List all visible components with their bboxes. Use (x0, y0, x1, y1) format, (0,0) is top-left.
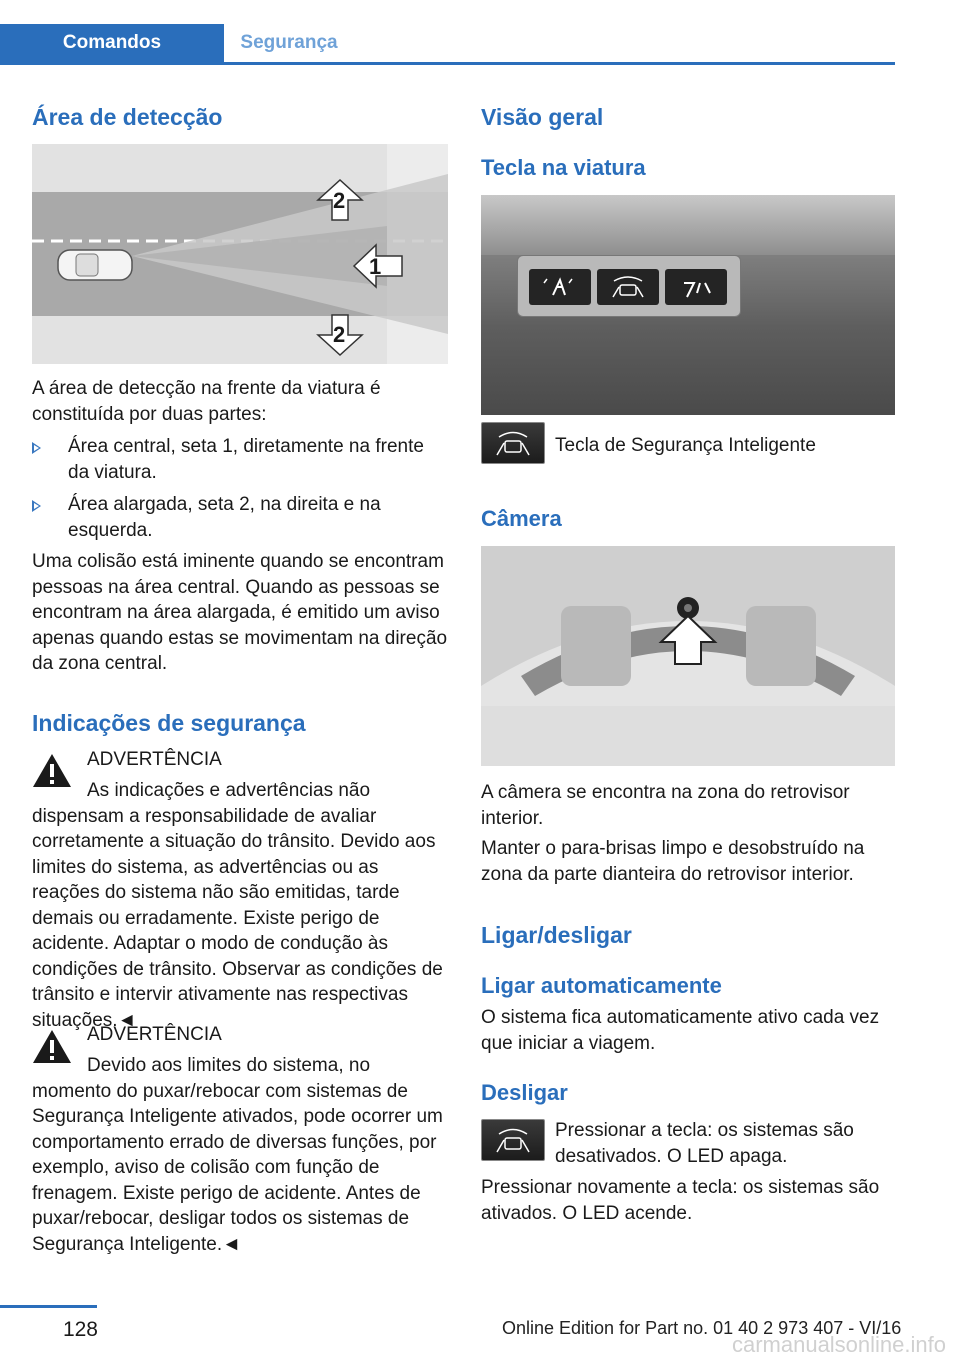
warning-label-1: ADVERTÊNCIA (87, 749, 222, 770)
warning-label-2: ADVERTÊNCIA (87, 1024, 222, 1045)
fig-label-2-bottom: 2 (333, 322, 346, 347)
detection-diagram (32, 144, 448, 364)
intelligent-safety-key-icon (481, 1119, 545, 1161)
footer-line (0, 1305, 97, 1308)
edition-text: Online Edition for Part no. 01 40 2 973 407 - VI/16 (502, 1318, 902, 1338)
camera-photo (481, 546, 895, 766)
camera-text-2: Manter o para-brisas limpo e desobstruído na zona da parte dianteira do retrovisor interior. (481, 838, 865, 885)
button-symbols (529, 269, 727, 305)
tab-comandos[interactable]: Comandos (0, 24, 224, 62)
tab-seguranca[interactable]: Segurança (240, 32, 338, 53)
detection-intro: A área de detecção na frente da viatura é constituída por duas partes: (32, 378, 381, 425)
list-item: Área central, seta 1, diretamente na frente da viatura. (32, 434, 448, 486)
header-tabs (0, 24, 895, 65)
heading-overview: Visão geral (481, 104, 604, 130)
heading-auto-on: Ligar automaticamente (481, 973, 722, 998)
heading-button: Tecla na viatura (481, 155, 646, 180)
bullet-triangle-icon (32, 500, 41, 512)
intelligent-safety-key-icon (481, 422, 545, 464)
camera-text-1: A câmera se encontra na zona do retrovisor interior. (481, 782, 850, 829)
heading-camera: Câmera (481, 506, 562, 531)
button-caption: Tecla de Segurança Inteligente (555, 435, 816, 456)
list-item: Área alargada, seta 2, na direita e na esquerda. (32, 492, 448, 544)
detection-area-figure (32, 144, 448, 364)
on-again-text: Pressionar novamente a tecla: os sistemas são ativados. O LED acende. (481, 1177, 880, 1224)
heading-off: Desligar (481, 1080, 568, 1105)
off-text: Pressionar a tecla: os sistemas são desativados. O LED apaga. (555, 1120, 854, 1167)
collision-text: Uma colisão está iminente quando se encontram pessoas na área central. Quando as pessoas se encontram na área alargada, é emitido um aviso apenas quando estas se movimentam na direção da zona central. (32, 551, 448, 674)
heading-safety: Indicações de segurança (32, 710, 306, 736)
page-number: 128 (62, 1318, 98, 1341)
bullet-triangle-icon (32, 442, 41, 454)
auto-on-text: O sistema fica automaticamente ativo cada vez que iniciar a viagem. (481, 1007, 880, 1054)
warning-text-1: As indicações e advertências não dispensam a responsabilidade de avaliar corretamente a situação do trânsito. Devido aos limites do sistema, as advertências ou as reações do sistema não são emitidas, tarde demais ou erradamente. Existe perigo de acidente. Adaptar o modo de condução às condições de trânsito. Observar as condições de trânsito e intervir ativamente nas respectivas situações.◄ (32, 780, 443, 1031)
warning-text-2: Devido aos limites do sistema, no momento do puxar/rebocar com sistemas de Segurança Inteligente ativados, pode ocorrer um comportamento errado de diversas funções, por exemplo, aviso de colisão com função de frenagem. Existe perigo de acidente. Antes de puxar/rebocar, desligar todos os sistemas de Segurança Inteligente.◄ (32, 1055, 443, 1255)
heading-on-off: Ligar/desligar (481, 922, 632, 948)
fig-label-1: 1 (369, 254, 382, 279)
heading-detection-area: Área de detecção (32, 104, 223, 130)
watermark: carmanualsonline.info (731, 1332, 946, 1357)
fig-label-2-top: 2 (333, 188, 346, 213)
button-panel-photo (481, 195, 895, 415)
